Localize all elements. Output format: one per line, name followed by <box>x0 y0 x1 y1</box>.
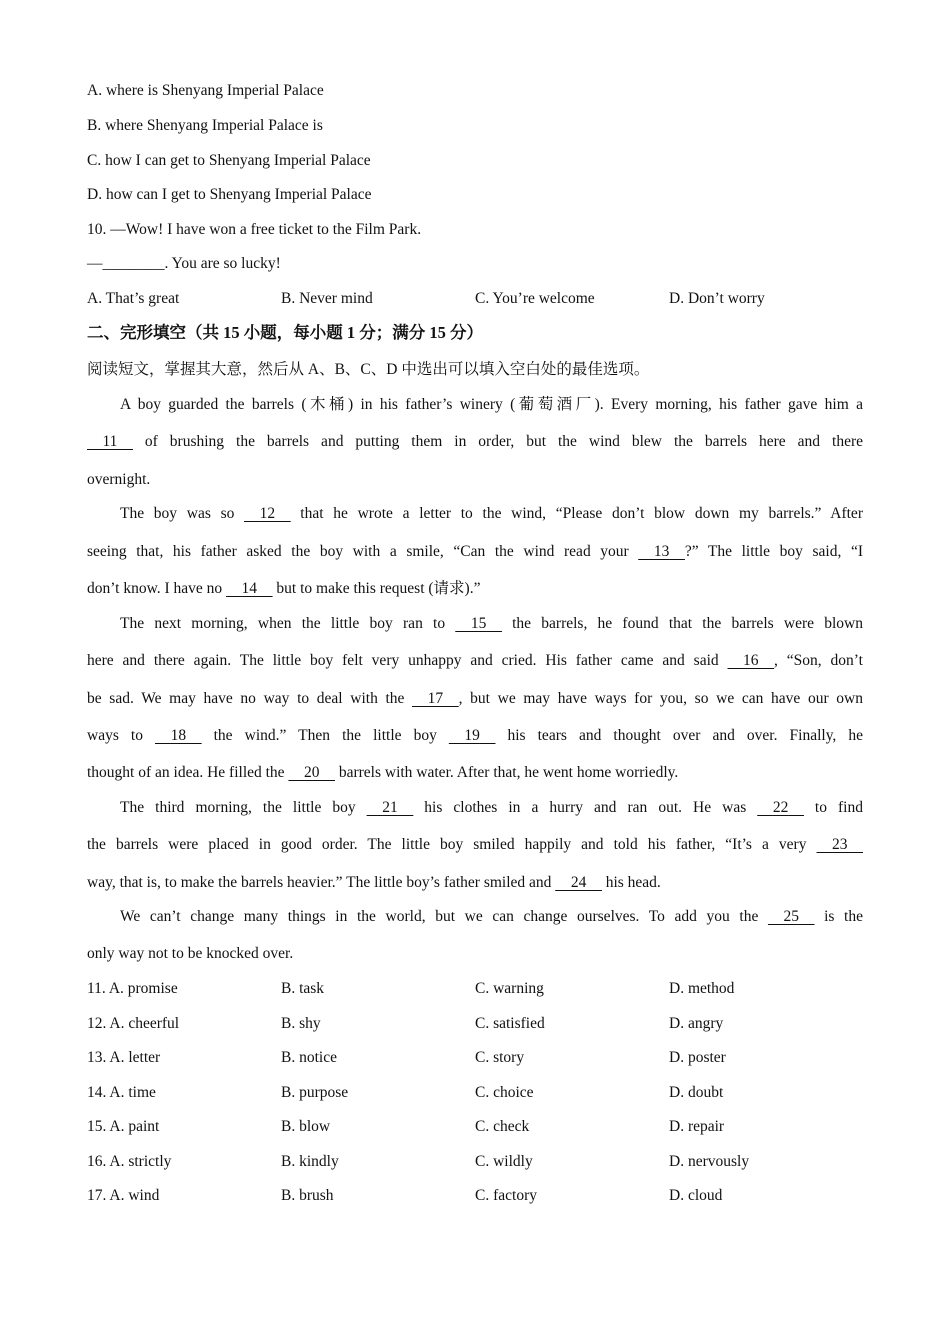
passage-text: the barrels, he found that the barrels were blown <box>501 615 863 632</box>
passage-text: be sad. We may have no way to deal with the <box>87 690 413 707</box>
passage-line <box>87 763 678 783</box>
q10-option-a: A. That’s great <box>87 290 180 307</box>
option-a: 13. A. letter <box>87 1049 161 1066</box>
passage-line <box>87 579 480 599</box>
section-instruction: 阅读短文，掌握其大意，然后从 A、B、C、D 中选出可以填入空白处的最佳选项。 <box>87 361 650 378</box>
q10-reply-text: . You are so lucky! <box>164 255 281 272</box>
q10-option-d: D. Don’t worry <box>669 290 765 307</box>
passage-line <box>120 798 863 818</box>
option-a: 17. A. wind <box>87 1187 160 1204</box>
passage-text: seeing that, his father asked the boy with a smile, “Can the wind read your <box>87 543 639 560</box>
q9-option-a: A. where is Shenyang Imperial Palace <box>87 82 324 99</box>
option-d: D. angry <box>669 1015 724 1032</box>
q9-option-c: C. how I can get to Shenyang Imperial Palace <box>87 152 371 169</box>
passage-line <box>87 873 661 893</box>
blank-15: 15 <box>470 615 487 632</box>
blank-14: 14 <box>241 580 258 597</box>
option-c: C. choice <box>475 1084 534 1101</box>
option-c: C. check <box>475 1118 530 1135</box>
q10-option-b: B. Never mind <box>281 290 373 307</box>
option-a: 11. A. promise <box>87 980 178 997</box>
option-d: D. poster <box>669 1049 726 1066</box>
passage-line <box>120 907 863 927</box>
passage-text: The next morning, when the little boy ran to <box>120 615 456 632</box>
q10-reply-blank: —________ <box>87 255 165 272</box>
blank-21: 21 <box>382 799 398 816</box>
option-a: 16. A. strictly <box>87 1153 172 1170</box>
q9-option-d: D. how can I get to Shenyang Imperial Palace <box>87 186 372 203</box>
passage-line <box>87 689 863 709</box>
blank-11: 11 <box>102 433 118 450</box>
passage-text: , “Son, don’t <box>774 652 863 669</box>
option-c: C. warning <box>475 980 544 997</box>
passage-text: barrels with water. After that, he went home worriedly. <box>334 764 679 781</box>
passage-text: , but we may have ways for you, so we can have our own <box>458 690 863 707</box>
passage-text: to find <box>803 799 863 816</box>
passage-text: of brushing the barrels and putting them in order, but the wind blew the barrels here and there <box>132 433 863 450</box>
section-heading: 二、完形填空（共 15 小题，每小题 1 分；满分 15 分） <box>87 323 483 342</box>
blank-17: 17 <box>427 690 444 707</box>
option-c: C. satisfied <box>475 1015 545 1032</box>
passage-text: The boy was so <box>120 505 245 522</box>
passage-text: ?” The little boy said, “I <box>684 543 863 560</box>
option-a: 14. A. time <box>87 1084 156 1101</box>
option-c: C. story <box>475 1049 525 1066</box>
passage-line: A boy guarded the barrels (木桶) in his father’s winery (葡萄酒厂). Every morning, his father gave him a <box>120 396 863 413</box>
passage-text: his tears and thought over and over. Finally, he <box>495 727 864 744</box>
option-d: D. cloud <box>669 1187 723 1204</box>
passage-text: but to make this request (请求).” <box>272 580 481 597</box>
blank-16: 16 <box>743 652 759 669</box>
passage-text: The third morning, the little boy <box>120 799 367 816</box>
option-b: B. brush <box>281 1187 334 1204</box>
passage-line <box>120 504 863 524</box>
blank-20: 20 <box>303 764 320 781</box>
passage-line <box>87 726 863 746</box>
passage-line: overnight. <box>87 471 151 488</box>
option-d: D. nervously <box>669 1153 750 1170</box>
option-c: C. wildly <box>475 1153 533 1170</box>
option-a: 15. A. paint <box>87 1118 160 1135</box>
option-b: B. purpose <box>281 1084 349 1101</box>
option-d: D. doubt <box>669 1084 724 1101</box>
passage-line <box>87 432 863 452</box>
passage-text: don’t know. I have no <box>87 580 227 597</box>
passage-text: here and there again. The little boy felt very unhappy and cried. His father came and said <box>87 652 728 669</box>
option-b: B. task <box>281 980 325 997</box>
q10-reply <box>87 254 281 274</box>
passage-text: is the <box>814 908 863 925</box>
passage-text: way, that is, to make the barrels heavier.” The little boy’s father smiled and <box>87 874 556 891</box>
option-d: D. method <box>669 980 735 997</box>
option-c: C. factory <box>475 1187 537 1204</box>
blank-13: 13 <box>653 543 670 560</box>
option-b: B. blow <box>281 1118 331 1135</box>
blank-18: 18 <box>170 727 187 744</box>
passage-text: his clothes in a hurry and ran out. He was <box>413 799 758 816</box>
q9-option-b: B. where Shenyang Imperial Palace is <box>87 117 323 134</box>
q10-option-c: C. You’re welcome <box>475 290 595 307</box>
passage-text: the wind.” Then the little boy <box>201 727 449 744</box>
passage-text: his head. <box>601 874 661 891</box>
q10-prompt: 10. —Wow! I have won a free ticket to the Film Park. <box>87 221 422 238</box>
passage-text: the barrels were placed in good order. The little boy smiled happily and told his father, “It’s a very <box>87 836 817 853</box>
passage-text: We can’t change many things in the world, but we can change ourselves. To add you the <box>120 908 768 925</box>
passage-line <box>87 651 863 671</box>
passage-line <box>87 835 863 855</box>
passage-line <box>87 542 863 562</box>
blank-24: 24 <box>570 874 587 891</box>
passage-line <box>120 614 863 634</box>
passage-text: ways to <box>87 727 156 744</box>
option-a: 12. A. cheerful <box>87 1015 180 1032</box>
passage-text: thought of an idea. He filled the <box>87 764 289 781</box>
blank-19: 19 <box>464 727 480 744</box>
option-d: D. repair <box>669 1118 725 1135</box>
blank-22: 22 <box>772 799 789 816</box>
blank-23: 23 <box>832 836 848 853</box>
passage-text: that he wrote a letter to the wind, “Please don’t blow down my barrels.” After <box>290 505 863 522</box>
passage-line: only way not to be knocked over. <box>87 945 294 962</box>
option-b: B. shy <box>281 1015 321 1032</box>
option-b: B. notice <box>281 1049 337 1066</box>
blank-25: 25 <box>783 908 799 925</box>
blank-12: 12 <box>259 505 276 522</box>
option-b: B. kindly <box>281 1153 339 1170</box>
